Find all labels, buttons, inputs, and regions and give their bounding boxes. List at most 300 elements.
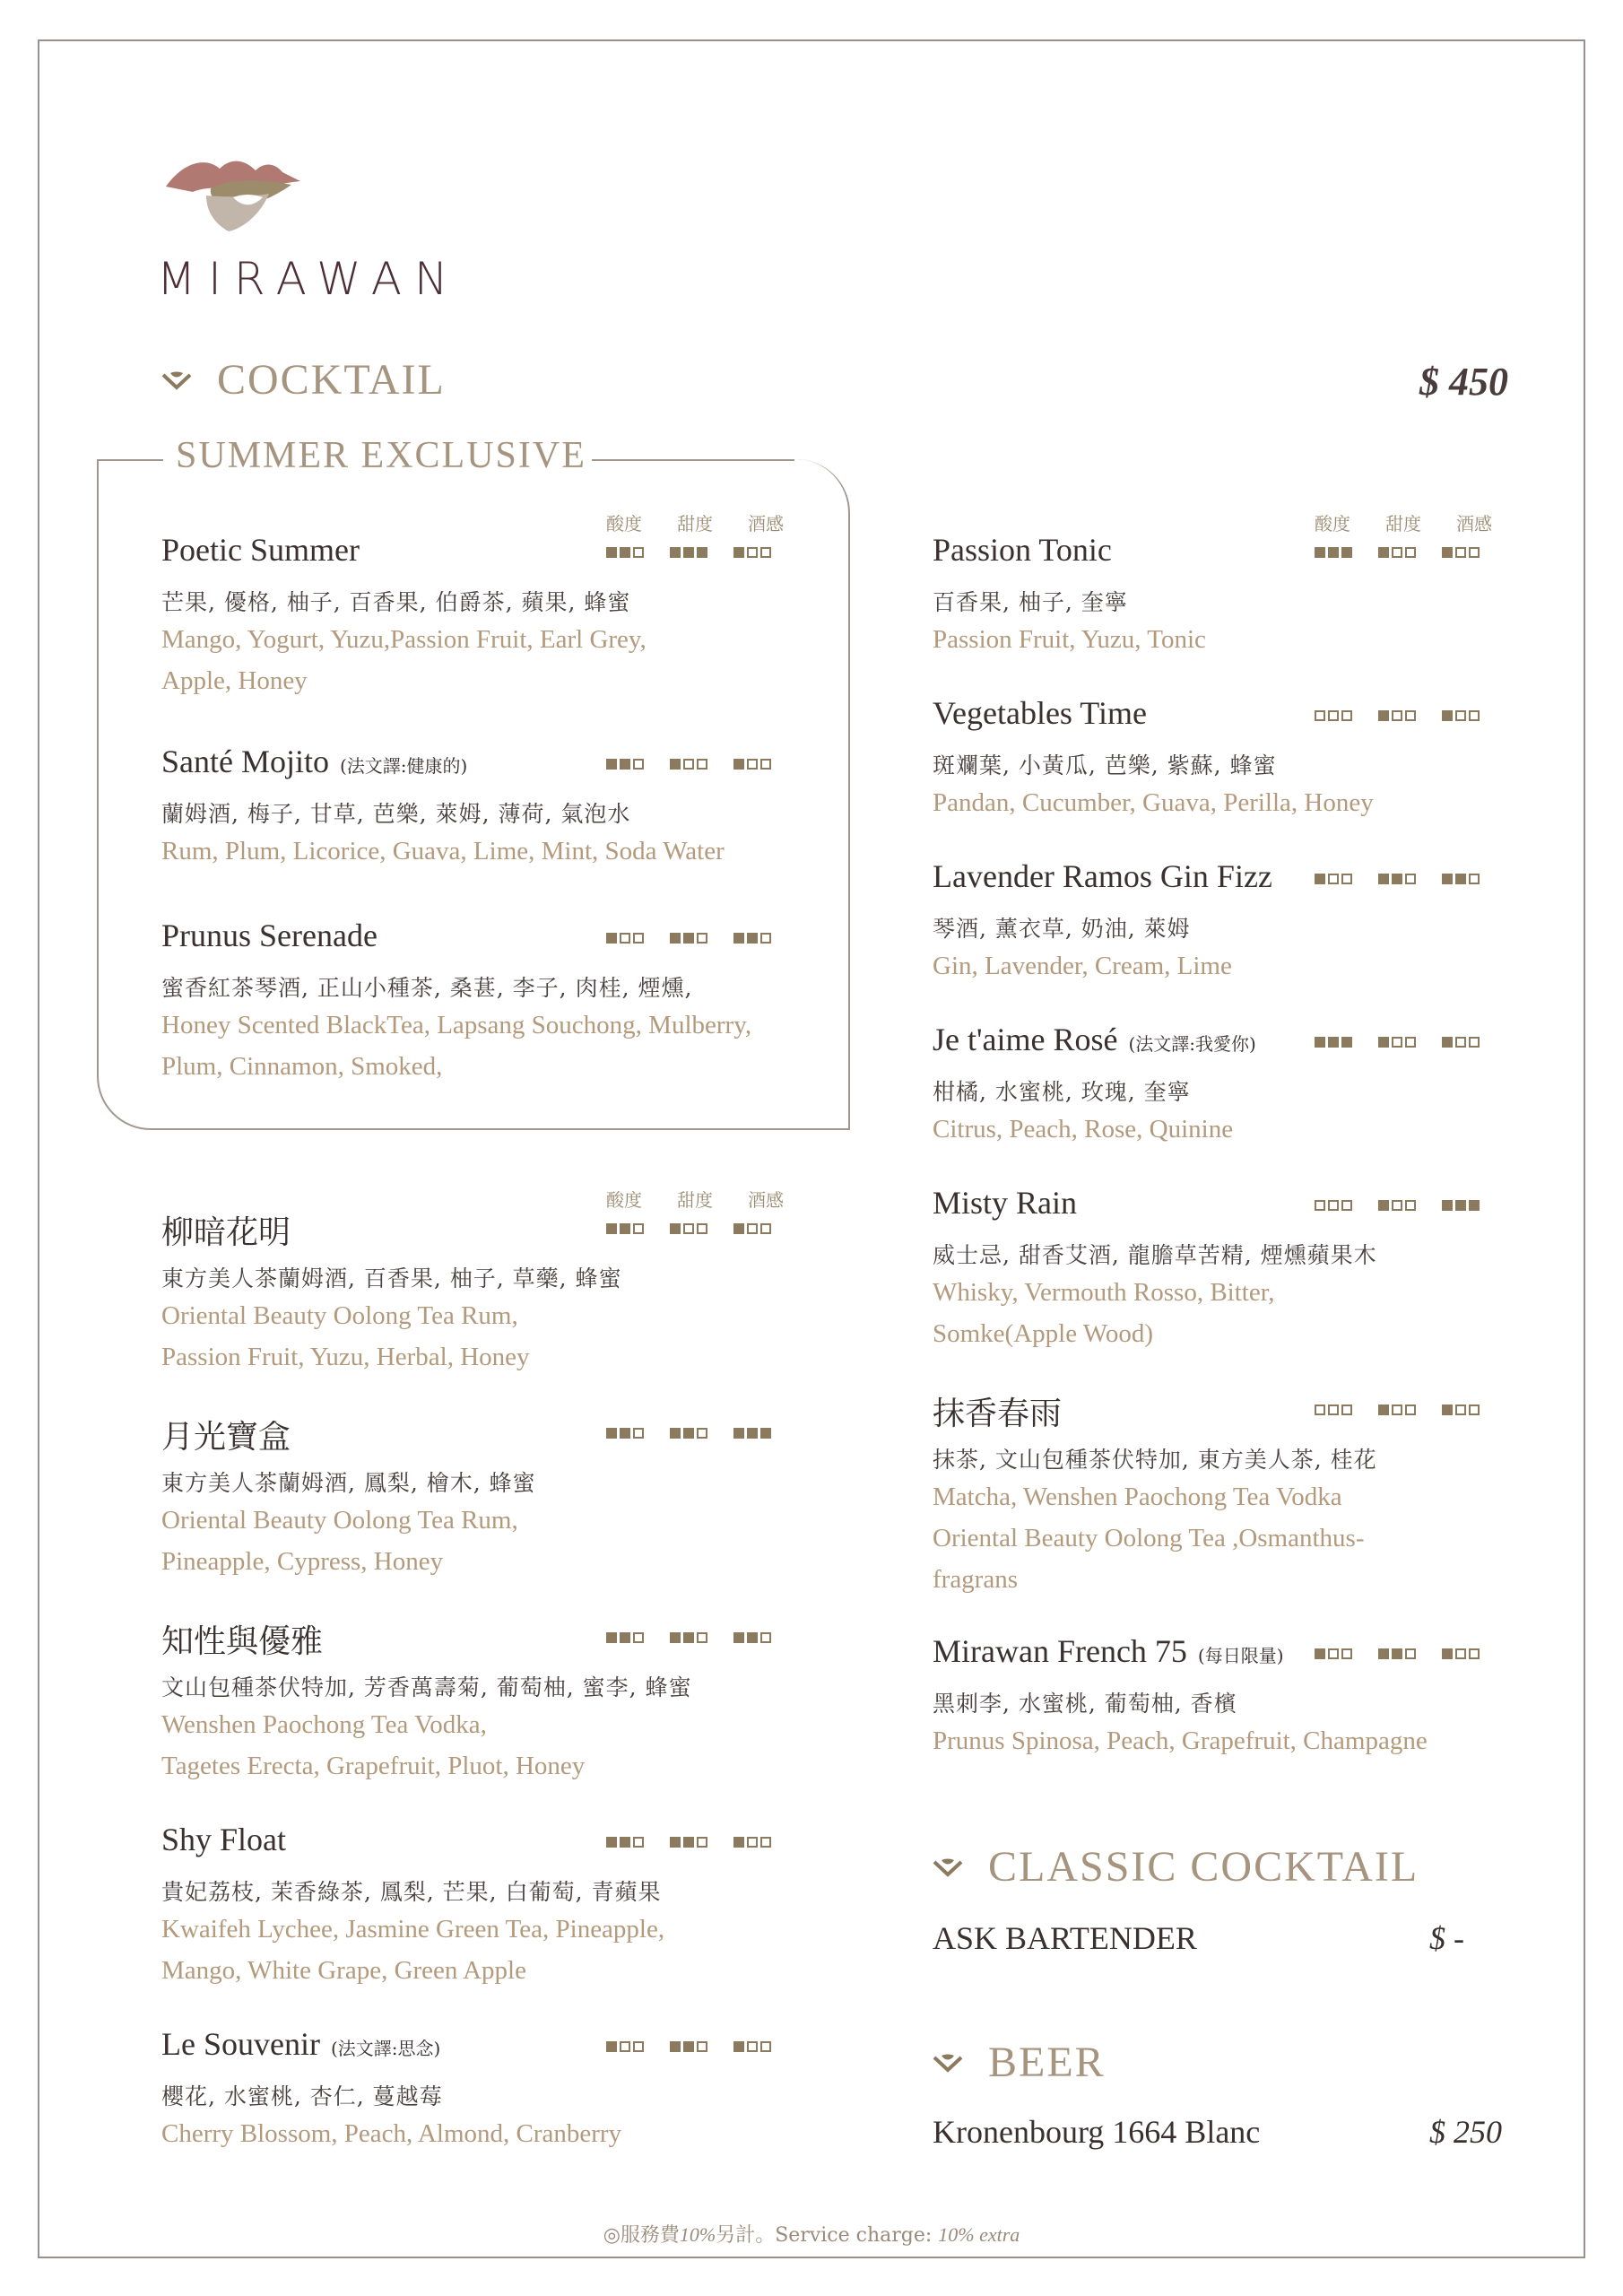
menu-item <box>933 1184 1596 1354</box>
rating-square <box>1315 874 1325 884</box>
acidity-rating <box>606 933 647 944</box>
menu-item-name: Shy Float <box>161 1822 287 1857</box>
rating-square <box>633 1223 644 1234</box>
rating-square <box>1392 1648 1402 1659</box>
rating-labels: 酸度 甜度 酒感 <box>606 513 784 535</box>
menu-item-ingredients-en <box>933 1720 1596 1761</box>
menu-item <box>933 1632 1596 1761</box>
rating-square <box>733 1837 744 1848</box>
ingredient-line: Wenshen Paochong Tea Vodka, <box>161 1710 487 1739</box>
sweetness-rating <box>1378 1037 1419 1048</box>
menu-item-name-row <box>933 1388 1596 1435</box>
rating-square <box>633 1428 644 1439</box>
menu-item-name: 柳暗花明 <box>161 1214 291 1250</box>
alcohol-rating <box>733 1223 774 1234</box>
menu-item-ingredients-en <box>161 619 825 701</box>
menu-item-name-row <box>933 531 1596 578</box>
classic-title: CLASSIC COCKTAIL <box>988 1843 1419 1891</box>
rating-square <box>747 2041 758 2052</box>
sweetness-rating <box>670 933 710 944</box>
rating-indicators <box>1315 1405 1482 1415</box>
acidity-rating <box>1315 1037 1355 1048</box>
menu-item-ingredients-en <box>161 2113 825 2154</box>
rating-square <box>1405 1648 1416 1659</box>
leaf-chevron-icon <box>933 1857 963 1878</box>
rating-square <box>670 1428 681 1439</box>
rating-square <box>1378 1405 1389 1415</box>
menu-item-ingredients-zh: 蜜香紅茶琴酒, 正山小種茶, 桑葚, 李子, 肉桂, 煙燻, <box>161 975 693 1001</box>
rating-indicators <box>1315 1200 1482 1211</box>
rating-square <box>1442 1405 1453 1415</box>
rating-square <box>633 547 644 558</box>
rating-square <box>1405 1037 1416 1048</box>
rating-square <box>1341 1648 1352 1659</box>
rating-square <box>760 1837 771 1848</box>
rating-labels: 酸度 甜度 酒感 <box>1315 513 1492 535</box>
menu-item-ingredients-zh: 芒果, 優格, 柚子, 百香果, 伯爵茶, 蘋果, 蜂蜜 <box>161 589 631 615</box>
rating-square <box>1469 1405 1480 1415</box>
acidity-rating <box>606 1223 647 1234</box>
sweetness-rating <box>1378 1405 1419 1415</box>
rating-square <box>1392 1037 1402 1048</box>
rating-square <box>683 1428 694 1439</box>
rating-square <box>1442 547 1453 558</box>
rating-square <box>1469 874 1480 884</box>
rating-square <box>697 547 707 558</box>
rating-square <box>733 759 744 770</box>
menu-item-ingredients-en <box>933 619 1596 660</box>
menu-item-name: Santé Mojito <box>161 744 329 779</box>
menu-item-ingredients-zh: 琴酒, 薰衣草, 奶油, 萊姆 <box>933 916 1191 942</box>
service-charge-note: ◎服務費10%另計。Service charge: 10% extra <box>603 2223 1020 2247</box>
cocktail-title: COCKTAIL <box>217 356 446 404</box>
menu-item-note: (法文譯:思念) <box>330 2038 441 2059</box>
menu-item-ingredients-en <box>161 831 825 872</box>
rating-square <box>1455 710 1466 721</box>
rating-square <box>606 2041 617 2052</box>
rating-square <box>670 759 681 770</box>
classic-price: $ - <box>1429 1920 1464 1956</box>
brand-name: MIRAWAN <box>157 253 461 305</box>
rating-square <box>670 933 681 944</box>
rating-square <box>1442 874 1453 884</box>
leaf-chevron-icon <box>933 2052 963 2074</box>
rating-square <box>670 1837 681 1848</box>
rating-indicators <box>1315 1037 1482 1048</box>
beer-title: BEER <box>988 2039 1106 2086</box>
ingredient-line: Whisky, Vermouth Rosso, Bitter, <box>933 1278 1275 1307</box>
menu-item-name: Lavender Ramos Gin Fizz <box>933 858 1272 894</box>
rating-square <box>733 933 744 944</box>
menu-item-ingredients-zh: 抹茶, 文山包種茶伏特加, 東方美人茶, 桂花 <box>933 1447 1377 1473</box>
leaf-chevron-icon <box>161 370 192 391</box>
alcohol-rating <box>1442 710 1482 721</box>
rating-square <box>1455 547 1466 558</box>
summer-title: SUMMER EXCLUSIVE <box>176 435 586 476</box>
beer-price: $ 250 <box>1429 2114 1502 2150</box>
rating-square <box>1455 1405 1466 1415</box>
rating-square <box>620 1632 630 1643</box>
rating-square <box>733 1428 744 1439</box>
rating-indicators <box>1315 710 1482 721</box>
rating-square <box>683 547 694 558</box>
menu-item-name: Prunus Serenade <box>161 918 378 953</box>
ingredient-line: Tagetes Erecta, Grapefruit, Pluot, Honey <box>161 1752 586 1780</box>
rating-square <box>606 1632 617 1643</box>
ingredient-line: Oriental Beauty Oolong Tea ,Osmanthus- <box>933 1524 1365 1552</box>
cocktail-header <box>161 355 446 404</box>
sweetness-rating <box>670 547 710 558</box>
sweetness-rating <box>670 1428 710 1439</box>
rating-square <box>760 2041 771 2052</box>
alcohol-rating <box>1442 1037 1482 1048</box>
ingredient-line: Mango, White Grape, Green Apple <box>161 1956 526 1985</box>
alcohol-rating <box>1442 874 1482 884</box>
rating-square <box>1392 1200 1402 1211</box>
rating-square <box>747 933 758 944</box>
ingredient-line: Citrus, Peach, Rose, Quinine <box>933 1115 1234 1144</box>
rating-square <box>606 1223 617 1234</box>
menu-item-ingredients-en <box>933 945 1596 987</box>
rating-square <box>760 1428 771 1439</box>
rating-square <box>633 1632 644 1643</box>
rating-square <box>620 759 630 770</box>
menu-item-ingredients-zh: 威士忌, 甜香艾酒, 龍膽草苦精, 煙燻蘋果木 <box>933 1242 1377 1268</box>
rating-square <box>1455 1648 1466 1659</box>
rating-square <box>747 1223 758 1234</box>
ingredient-line: Somke(Apple Wood) <box>933 1319 1154 1348</box>
menu-item-name-row <box>933 1632 1596 1679</box>
rating-square <box>670 547 681 558</box>
sweetness-rating <box>1378 710 1419 721</box>
rating-square <box>1469 1037 1480 1048</box>
ingredient-line: Mango, Yogurt, Yuzu,Passion Fruit, Earl Grey, <box>161 625 647 654</box>
rating-square <box>1315 1648 1325 1659</box>
rating-indicators <box>1315 1648 1482 1659</box>
sweetness-rating <box>1378 547 1419 558</box>
rating-square <box>1315 1405 1325 1415</box>
classic-header <box>933 1842 1419 1892</box>
menu-item-ingredients-en <box>933 1476 1596 1600</box>
rating-square <box>1392 874 1402 884</box>
rating-square <box>606 1428 617 1439</box>
rating-square <box>1315 1200 1325 1211</box>
alcohol-rating <box>733 1632 774 1643</box>
rating-square <box>760 547 771 558</box>
brand-logo <box>157 152 461 314</box>
menu-item-ingredients-zh: 貴妃荔枝, 茉香綠茶, 鳳梨, 芒果, 白葡萄, 青蘋果 <box>161 1879 662 1905</box>
acidity-rating <box>1315 1648 1355 1659</box>
menu-item-ingredients-en <box>161 1909 825 1991</box>
alcohol-rating <box>1442 547 1482 558</box>
alcohol-rating <box>733 759 774 770</box>
rating-square <box>1455 1200 1466 1211</box>
menu-item-ingredients-zh: 東方美人茶蘭姆酒, 鳳梨, 檜木, 蜂蜜 <box>161 1470 536 1496</box>
rating-square <box>606 547 617 558</box>
rating-square <box>697 1632 707 1643</box>
menu-item-name: Le Souvenir <box>161 2026 320 2062</box>
menu-item-name: Mirawan French 75 <box>933 1633 1187 1669</box>
menu-item-ingredients-zh: 柑橘, 水蜜桃, 玫瑰, 奎寧 <box>933 1079 1191 1105</box>
rating-square <box>1378 1200 1389 1211</box>
sweetness-rating <box>670 1632 710 1643</box>
rating-square <box>683 933 694 944</box>
ingredient-line: Pandan, Cucumber, Guava, Perilla, Honey <box>933 788 1374 817</box>
sweetness-rating <box>670 1837 710 1848</box>
menu-item-name: Poetic Summer <box>161 532 360 568</box>
rating-square <box>760 759 771 770</box>
menu-item-name: 抹香春雨 <box>933 1396 1063 1431</box>
rating-square <box>683 759 694 770</box>
rating-square <box>1442 1037 1453 1048</box>
alcohol-rating <box>733 1428 774 1439</box>
rating-square <box>620 2041 630 2052</box>
menu-item-name: Passion Tonic <box>933 532 1112 568</box>
menu-item <box>933 694 1596 823</box>
menu-item-name: 月光寶盒 <box>161 1419 291 1455</box>
rating-square <box>1378 874 1389 884</box>
rating-square <box>1378 1037 1389 1048</box>
rating-square <box>1392 710 1402 721</box>
rating-square <box>1315 710 1325 721</box>
rating-square <box>760 933 771 944</box>
rating-indicators <box>606 1428 774 1439</box>
rating-square <box>620 933 630 944</box>
rating-square <box>747 759 758 770</box>
menu-item-ingredients-zh: 櫻花, 水蜜桃, 杏仁, 蔓越莓 <box>161 2083 443 2109</box>
acidity-rating <box>1315 547 1355 558</box>
rating-square <box>633 759 644 770</box>
menu-item-note: (每日限量) <box>1197 1645 1284 1666</box>
rating-square <box>1328 1037 1339 1048</box>
rating-square <box>747 547 758 558</box>
menu-item-name-row <box>933 694 1596 741</box>
ingredient-line: Plum, Cinnamon, Smoked, <box>161 1052 443 1081</box>
acidity-rating <box>1315 710 1355 721</box>
rating-square <box>1469 710 1480 721</box>
alcohol-rating <box>733 1837 774 1848</box>
menu-item-ingredients-en <box>933 1272 1596 1354</box>
acidity-rating <box>606 1837 647 1848</box>
menu-item-ingredients-en <box>161 1295 825 1378</box>
ingredient-line: Cherry Blossom, Peach, Almond, Cranberry <box>161 2119 622 2148</box>
acidity-rating <box>1315 1200 1355 1211</box>
ingredient-line: Honey Scented BlackTea, Lapsang Souchong, Mulberry, <box>161 1011 752 1039</box>
menu-item-ingredients-zh: 百香果, 柚子, 奎寧 <box>933 589 1128 615</box>
menu-item-note: (法文譯:健康的) <box>340 755 468 777</box>
rating-square <box>697 759 707 770</box>
lips-logo-icon <box>157 152 309 242</box>
menu-item <box>933 1021 1596 1150</box>
rating-square <box>697 933 707 944</box>
menu-item-ingredients-en <box>161 1004 825 1087</box>
rating-square <box>1378 710 1389 721</box>
rating-square <box>606 1837 617 1848</box>
alcohol-rating <box>1442 1405 1482 1415</box>
ingredient-line: Oriental Beauty Oolong Tea Rum, <box>161 1301 518 1330</box>
menu-item-ingredients-en <box>161 1500 825 1582</box>
rating-square <box>1405 1405 1416 1415</box>
ingredient-line: Prunus Spinosa, Peach, Grapefruit, Champagne <box>933 1726 1428 1755</box>
rating-square <box>760 1632 771 1643</box>
rating-square <box>747 1837 758 1848</box>
beer-header <box>933 2038 1106 2087</box>
rating-square <box>1341 1405 1352 1415</box>
rating-square <box>633 2041 644 2052</box>
menu-item-ingredients-en <box>933 782 1596 823</box>
rating-square <box>733 1223 744 1234</box>
rating-indicators <box>1315 547 1482 558</box>
rating-square <box>1442 710 1453 721</box>
rating-square <box>760 1223 771 1234</box>
classic-item: ASK BARTENDER <box>933 1920 1197 1956</box>
sweetness-rating <box>670 1223 710 1234</box>
rating-square <box>620 1223 630 1234</box>
rating-square <box>633 1837 644 1848</box>
rating-square <box>1442 1200 1453 1211</box>
menu-item-name: 知性與優雅 <box>161 1623 324 1659</box>
rating-labels: 酸度 甜度 酒感 <box>606 1189 784 1211</box>
rating-square <box>620 1428 630 1439</box>
sweetness-rating <box>1378 1648 1419 1659</box>
rating-indicators <box>606 1632 774 1643</box>
rating-indicators <box>606 1837 774 1848</box>
rating-square <box>697 2041 707 2052</box>
beer-item: Kronenbourg 1664 Blanc <box>933 2114 1261 2150</box>
menu-item-ingredients-zh: 斑斕葉, 小黃瓜, 芭樂, 紫蘇, 蜂蜜 <box>933 752 1277 778</box>
rating-square <box>1469 1200 1480 1211</box>
rating-square <box>1469 1648 1480 1659</box>
rating-square <box>1378 547 1389 558</box>
rating-square <box>670 1632 681 1643</box>
ingredient-line: Rum, Plum, Licorice, Guava, Lime, Mint, Soda Water <box>161 837 725 865</box>
menu-item <box>933 857 1596 987</box>
alcohol-rating <box>733 2041 774 2052</box>
rating-square <box>1442 1648 1453 1659</box>
ingredient-line: Gin, Lavender, Cream, Lime <box>933 952 1232 980</box>
rating-square <box>1405 1200 1416 1211</box>
menu-item-ingredients-zh: 黑刺李, 水蜜桃, 葡萄柚, 香檳 <box>933 1691 1237 1717</box>
rating-square <box>1392 1405 1402 1415</box>
rating-square <box>1315 547 1325 558</box>
ingredient-line: Pineapple, Cypress, Honey <box>161 1547 444 1576</box>
rating-square <box>1378 1648 1389 1659</box>
rating-square <box>733 2041 744 2052</box>
rating-square <box>1328 1648 1339 1659</box>
rating-square <box>1341 547 1352 558</box>
rating-indicators <box>1315 874 1482 884</box>
menu-item-ingredients-zh: 蘭姆酒, 梅子, 甘草, 芭樂, 萊姆, 薄荷, 氣泡水 <box>161 801 631 827</box>
acidity-rating <box>606 2041 647 2052</box>
ingredient-line: Passion Fruit, Yuzu, Tonic <box>933 625 1206 654</box>
rating-square <box>1455 874 1466 884</box>
rating-square <box>733 547 744 558</box>
rating-square <box>1341 874 1352 884</box>
rating-indicators <box>606 547 774 558</box>
rating-square <box>697 1837 707 1848</box>
rating-square <box>747 1428 758 1439</box>
ingredient-line: Apple, Honey <box>161 666 308 695</box>
rating-square <box>683 1837 694 1848</box>
rating-square <box>747 1632 758 1643</box>
rating-square <box>1405 874 1416 884</box>
acidity-rating <box>606 1632 647 1643</box>
menu-item-name: Vegetables Time <box>933 695 1147 731</box>
rating-square <box>733 1632 744 1643</box>
menu-item <box>933 1388 1596 1600</box>
cocktail-price: $ 450 <box>1419 360 1508 404</box>
rating-indicators <box>606 933 774 944</box>
alcohol-rating <box>733 933 774 944</box>
sweetness-rating <box>670 759 710 770</box>
rating-square <box>606 933 617 944</box>
ingredient-line: Kwaifeh Lychee, Jasmine Green Tea, Pineapple, <box>161 1915 665 1944</box>
acidity-rating <box>606 759 647 770</box>
rating-indicators <box>606 1223 774 1234</box>
acidity-rating <box>606 1428 647 1439</box>
rating-square <box>683 2041 694 2052</box>
rating-square <box>606 759 617 770</box>
rating-square <box>1392 547 1402 558</box>
rating-square <box>620 547 630 558</box>
rating-square <box>697 1223 707 1234</box>
rating-square <box>1405 547 1416 558</box>
menu-item-ingredients-en <box>933 1109 1596 1150</box>
rating-square <box>670 2041 681 2052</box>
rating-square <box>1341 710 1352 721</box>
rating-square <box>1405 710 1416 721</box>
rating-square <box>1328 874 1339 884</box>
menu-item-ingredients-zh: 東方美人茶蘭姆酒, 百香果, 柚子, 草藥, 蜂蜜 <box>161 1265 622 1292</box>
menu-item-name: Misty Rain <box>933 1185 1078 1221</box>
ingredient-line: Passion Fruit, Yuzu, Herbal, Honey <box>161 1343 530 1371</box>
alcohol-rating <box>1442 1200 1482 1211</box>
rating-square <box>670 1223 681 1234</box>
rating-square <box>1328 1200 1339 1211</box>
menu-item <box>933 531 1596 660</box>
rating-square <box>1341 1200 1352 1211</box>
alcohol-rating <box>1442 1648 1482 1659</box>
sweetness-rating <box>1378 1200 1419 1211</box>
rating-square <box>1328 710 1339 721</box>
menu-item-name-row <box>933 1184 1596 1231</box>
rating-square <box>1455 1037 1466 1048</box>
ingredient-line: Oriental Beauty Oolong Tea Rum, <box>161 1506 518 1535</box>
rating-square <box>1328 1405 1339 1415</box>
sweetness-rating <box>1378 874 1419 884</box>
ingredient-line: fragrans <box>933 1565 1019 1594</box>
rating-indicators <box>606 759 774 770</box>
menu-item-name-row <box>933 1021 1596 1067</box>
menu-item-ingredients-zh: 文山包種茶伏特加, 芳香萬壽菊, 葡萄柚, 蜜李, 蜂蜜 <box>161 1674 692 1700</box>
acidity-rating <box>1315 874 1355 884</box>
menu-item-name: Je t'aime Rosé <box>933 1022 1118 1057</box>
menu-item-name-row <box>933 857 1596 904</box>
rating-square <box>1469 547 1480 558</box>
acidity-rating <box>1315 1405 1355 1415</box>
rating-square <box>1315 1037 1325 1048</box>
rating-square <box>683 1632 694 1643</box>
rating-square <box>697 1428 707 1439</box>
ingredient-line: Matcha, Wenshen Paochong Tea Vodka <box>933 1483 1342 1511</box>
alcohol-rating <box>733 547 774 558</box>
rating-square <box>1341 1037 1352 1048</box>
rating-square <box>633 933 644 944</box>
rating-square <box>620 1837 630 1848</box>
rating-square <box>1328 547 1339 558</box>
menu-item-note: (法文譯:我愛你) <box>1128 1033 1256 1055</box>
sweetness-rating <box>670 2041 710 2052</box>
